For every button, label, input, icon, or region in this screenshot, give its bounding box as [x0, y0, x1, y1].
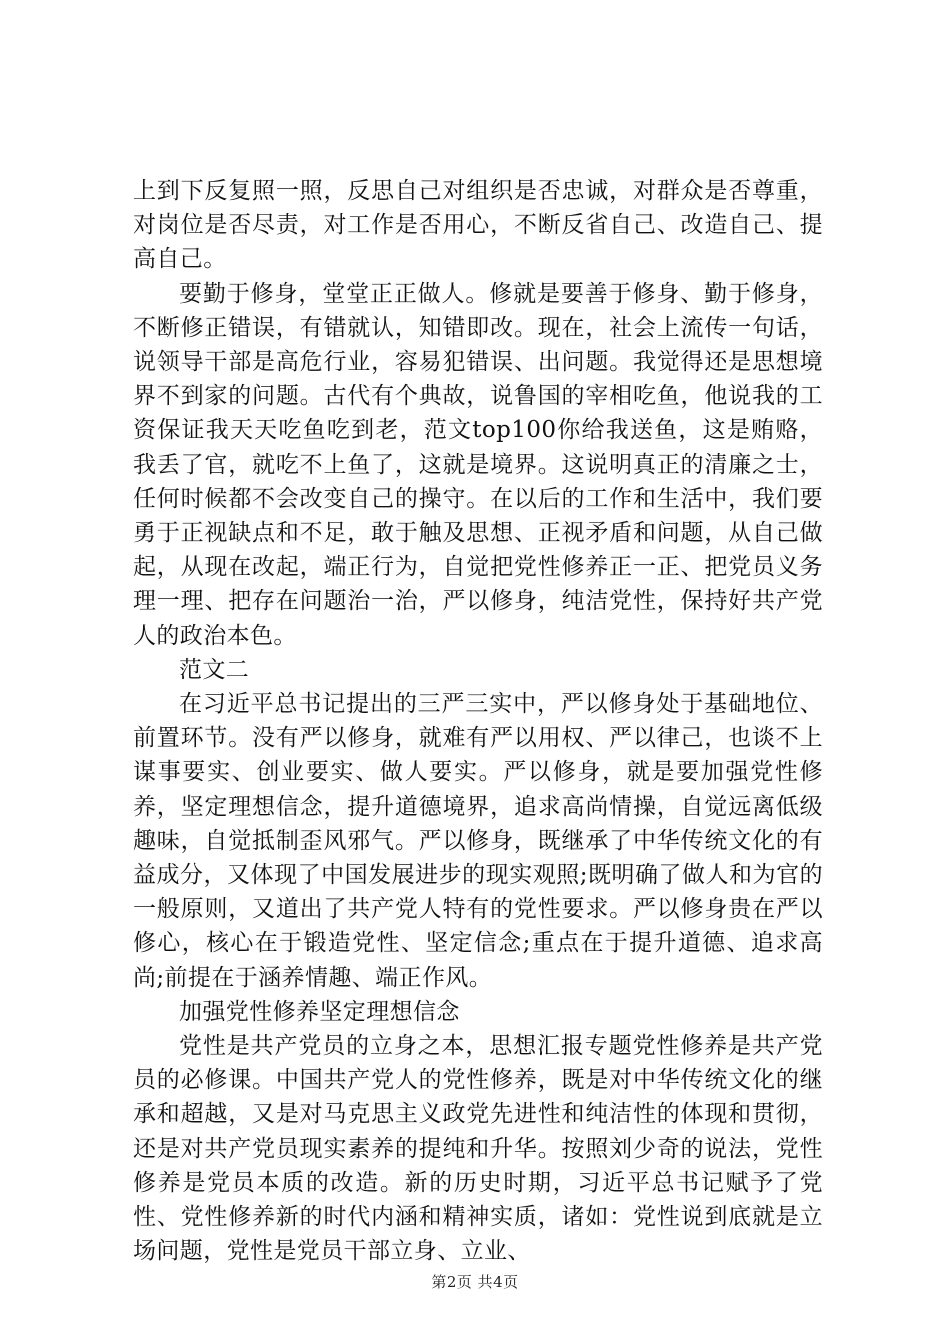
- page-number-footer: 第2页 共4页: [431, 1273, 519, 1291]
- section-heading-sample-two: 范文二: [179, 656, 250, 683]
- paragraph-party-spirit: 党性是共产党员的立身之本，思想汇报专题党性修养是共产党员的必修课。中国共产党人的党性修养，既是对中华传统文化的继承和超越，又是对马克思主义政党先进性和纯洁性的体现和贯彻，还是对共产党员现实素养的提纯和升华。按照刘少奇的说法，党性修养是党员本质的改造。新的历史时期，习近平总书记赋予了党性、党性修养新的时代内涵和精神实质，诸如：党性说到底就是立场问题，党性是党员干部立身、立业、: [133, 1033, 823, 1265]
- paragraph-three-stricts: 在习近平总书记提出的三严三实中，严以修身处于基础地位、前置环节。没有严以修身，就难有严以用权、严以律己，也谈不上谋事要实、创业要实、做人要实。严以修身，就是要加强党性修养，坚定理想信念，提升道德境界，追求高尚情操，自觉远离低级趣味，自觉抵制歪风邪气。严以修身，既继承了中华传统文化的有益成分，又体现了中国发展进步的现实观照;既明确了做人和为官的一般原则，又道出了共产党人特有的党性要求。严以修身贵在严以修心，核心在于锻造党性、坚定信念;重点在于提升道德、追求高尚;前提在于涵养情趣、端正作风。: [133, 691, 823, 991]
- document-body: [133, 174, 823, 1269]
- section-heading-party-spirit: 加强党性修养坚定理想信念: [179, 998, 460, 1025]
- paragraph-continuation: 上到下反复照一照，反思自己对组织是否忠诚，对群众是否尊重，对岗位是否尽责，对工作是否用心，不断反省自己、改造自己、提高自己。: [133, 178, 823, 273]
- paragraph-self-cultivation: 要勤于修身，堂堂正正做人。修就是要善于修身、勤于修身，不断修正错误，有错就认，知错即改。现在，社会上流传一句话，说领导干部是高危行业，容易犯错误、出问题。我觉得还是思想境界不到家的问题。古代有个典故，说鲁国的宰相吃鱼，他说我的工资保证我天天吃鱼吃到老，范文top100你给我送鱼，这是贿赂，我丢了官，就吃不上鱼了，这就是境界。这说明真正的清廉之士，任何时候都不会改变自己的操守。在以后的工作和生活中，我们要勇于正视缺点和不足，敢于触及思想、正视矛盾和问题，从自己做起，从现在改起，端正行为，自觉把党性修养正一正、把党员义务理一理、把存在问题治一治，严以修身，纯洁党性，保持好共产党人的政治本色。: [133, 280, 823, 649]
